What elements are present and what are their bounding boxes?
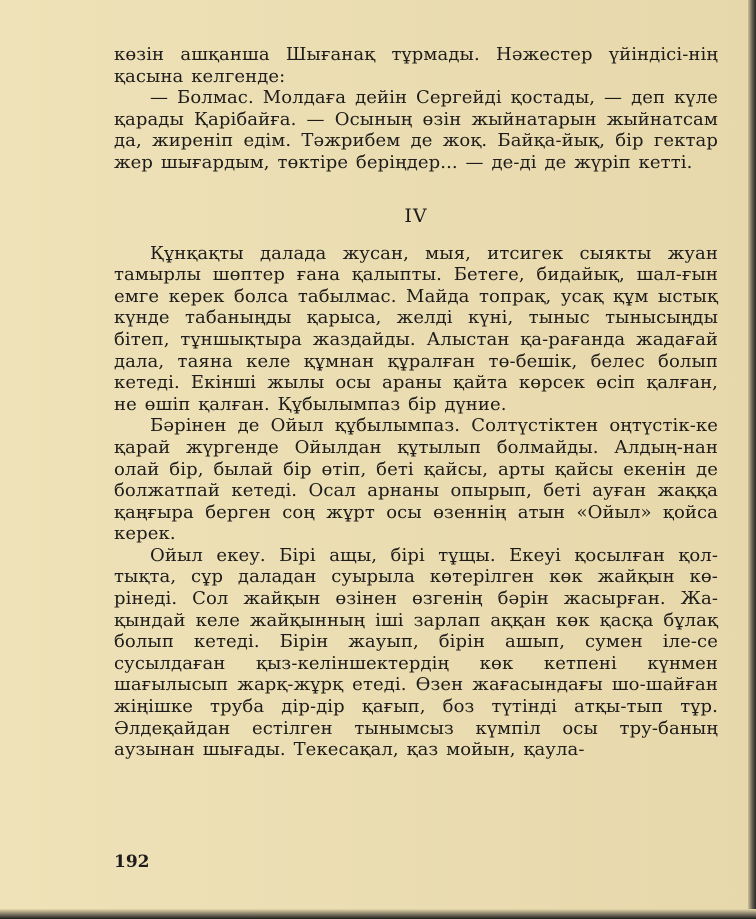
paragraph-p2: — Болмас. Молдаға дейін Сергейді қостады, — деп күле қарады Қарібайға. — Осының өзін жыйнатарын жыйнатсам да, жиреніп едім. Тәжрибем де жоқ. Байқа-йық, бір гектар жер шығардым, төктіре беріңдер... — де-ді де жүріп кетті. — [114, 87, 718, 173]
bottom-paragraphs — [114, 243, 718, 761]
paragraph-p4: Бәрінен де Ойыл құбылымпаз. Солтүстіктен оңтүстік-ке қарай жүргенде Ойылдан құтылып болмайды. Алдың-нан олай бір, былай бір өтіп, беті қайсы, арты қайсы екенін де болжатпай кетеді. Осал арнаны опырып, беті ауған жаққа қаңғыра берген соң жұрт осы өзеннің атын «Ойыл» қойса керек. — [114, 415, 718, 545]
page-number: 192 — [114, 852, 150, 872]
page-text-block — [114, 44, 718, 761]
page-right-edge-shadow — [748, 0, 756, 919]
paragraph-p5: Ойыл екеу. Бірі ащы, бірі тұщы. Екеуі қосылған қол-тықта, сұр даладан суырыла көтерілген көк жайқын кө-рінеді. Сол жайқын өзінен өзгенің бәрін жасырған. Жа-қындай келе жайқынның іші зарлап аққан көк қасқа бұлақ болып кетеді. Бірін жауып, бірін ашып, сумен іле-се сусылдаған қыз-келіншектердің көк кетпені күнмен шағылысып жарқ-жұрқ етеді. Өзен жағасындағы шо-шайған жіңішке труба дір-дір қағып, боз түтінді атқы-тып тұр. Әлдеқайдан естілген тынымсыз күмпіл осы тру-баның аузынан шығады. Текесақал, қаз мойын, қаула- — [114, 544, 718, 761]
top-paragraphs — [114, 44, 718, 174]
paragraph-p3: Құнқақты далада жусан, мыя, итсигек сыякты жуан тамырлы шөптер ғана қалыпты. Бетеге, бидайық, шал-ғын емге керек болса табылмас. Майда топрақ, усақ құм ыстық күнде табаныңды қарыса, желді күні, тыныс тынысыңды бітеп, тұншықтыра жаздайды. Алыстан қа-рағанда жадағай дала, таяна келе құмнан құралған тө-бешік, белес болып кетеді. Екінші жылы осы араны қайта көрсек өсіп қалған, не өшіп қалған. Құбылымпаз бір дүние. — [114, 242, 718, 415]
page-bottom-edge-shadow — [0, 909, 756, 919]
paragraph-p1: көзін ашқанша Шығанақ тұрмады. Нәжестер үйіндісі-нің қасына келгенде: — [114, 44, 718, 87]
section-heading: IV — [404, 204, 428, 227]
